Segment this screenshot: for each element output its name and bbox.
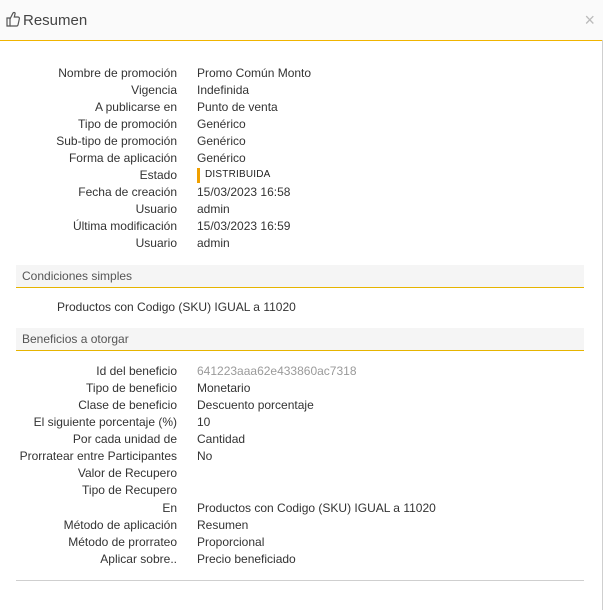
info-row <box>0 363 603 380</box>
promo-info <box>0 65 603 252</box>
info-row <box>0 465 603 482</box>
info-row <box>0 116 603 133</box>
modal-header <box>0 0 603 41</box>
info-row <box>0 431 603 448</box>
info-label: El siguiente porcentaje (%) <box>33 415 177 429</box>
info-value: Genérico <box>197 151 246 165</box>
info-value: Monetario <box>197 381 251 395</box>
conditions-section-header <box>16 265 584 288</box>
info-value: Promo Común Monto <box>197 66 312 80</box>
thumbs-up-icon <box>6 11 20 27</box>
info-value: Productos con Codigo (SKU) IGUAL a 11020 <box>197 501 436 515</box>
info-label: Fecha de creación <box>78 185 177 199</box>
info-row <box>0 184 603 201</box>
info-label: Última modificación <box>72 219 177 233</box>
info-row <box>0 201 603 218</box>
info-row <box>0 99 603 116</box>
info-row <box>0 218 603 235</box>
info-value: Indefinida <box>197 83 250 97</box>
info-value: Proporcional <box>197 535 265 549</box>
info-label: En <box>162 501 177 515</box>
info-row <box>0 65 603 82</box>
info-value: admin <box>197 202 230 216</box>
info-value: No <box>197 449 213 463</box>
info-value: 15/03/2023 16:59 <box>197 219 291 233</box>
info-value: Cantidad <box>197 432 246 446</box>
info-value: Resumen <box>197 518 249 532</box>
info-label: Estado <box>139 168 177 182</box>
info-row <box>0 448 603 465</box>
info-row <box>0 534 603 551</box>
info-label: Usuario <box>135 236 177 250</box>
status-text: DISTRIBUIDA <box>205 169 271 180</box>
info-value: Genérico <box>197 117 246 131</box>
modal-title: Resumen <box>23 12 88 29</box>
section-title: Beneficios a otorgar <box>22 332 129 346</box>
info-value: 15/03/2023 16:58 <box>197 185 291 199</box>
info-label: Vigencia <box>131 83 177 97</box>
info-row <box>0 133 603 150</box>
bottom-divider <box>16 580 584 581</box>
info-row <box>0 551 603 568</box>
info-value: admin <box>197 236 230 250</box>
info-label: Tipo de beneficio <box>86 381 177 395</box>
info-value: Genérico <box>197 134 246 148</box>
section-title: Condiciones simples <box>22 269 133 283</box>
info-row <box>0 517 603 534</box>
benefit-id-value: 641223aaa62e433860ac7318 <box>197 364 357 378</box>
info-label: Método de aplicación <box>63 518 177 532</box>
info-row <box>0 397 603 414</box>
info-value: Punto de venta <box>197 100 278 114</box>
info-label: Por cada unidad de <box>72 432 177 446</box>
close-button[interactable]: × <box>584 10 595 30</box>
info-row <box>0 150 603 167</box>
info-label: Forma de aplicación <box>68 151 177 165</box>
info-row <box>0 82 603 99</box>
info-label: Método de prorrateo <box>68 535 177 549</box>
benefits-section-header <box>16 328 584 351</box>
info-label: Usuario <box>135 202 177 216</box>
condition-text: Productos con Codigo (SKU) IGUAL a 11020 <box>57 300 296 314</box>
info-value: Descuento porcentaje <box>197 398 314 412</box>
info-row <box>0 414 603 431</box>
info-label: Sub-tipo de promoción <box>56 134 177 148</box>
info-row <box>0 380 603 397</box>
benefits-info <box>0 363 603 568</box>
info-label: Nombre de promoción <box>58 66 177 80</box>
info-label: A publicarse en <box>94 100 177 114</box>
info-row <box>0 500 603 517</box>
info-label: Prorratear entre Participantes <box>19 449 177 463</box>
info-row <box>0 235 603 252</box>
info-row <box>0 167 603 184</box>
info-label: Clase de beneficio <box>78 398 177 412</box>
info-label: Id del beneficio <box>96 364 177 378</box>
status-indicator <box>197 168 200 183</box>
info-label: Tipo de Recupero <box>82 483 177 497</box>
info-value: Precio beneficiado <box>197 552 296 566</box>
info-value: 10 <box>197 415 211 429</box>
info-label: Valor de Recupero <box>77 466 177 480</box>
info-label: Aplicar sobre.. <box>100 552 177 566</box>
info-label: Tipo de promoción <box>78 117 177 131</box>
info-row <box>0 482 603 500</box>
